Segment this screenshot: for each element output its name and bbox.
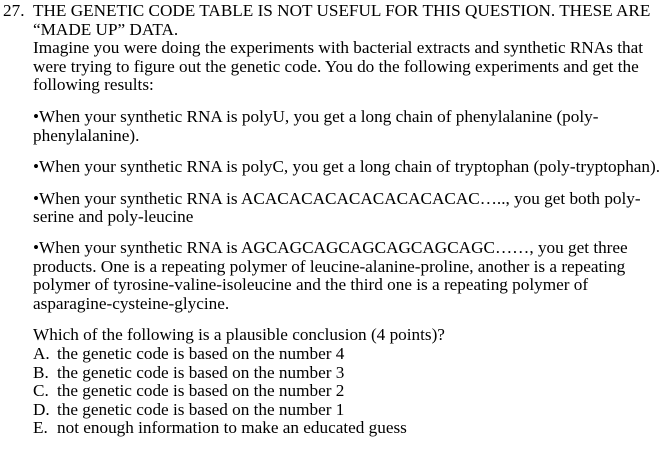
option-text: not enough information to make an educated guess [57, 418, 407, 438]
option-letter: C. [33, 381, 49, 401]
answer-option-a[interactable] [33, 345, 665, 364]
option-letter: B. [33, 362, 49, 382]
answer-option-d[interactable] [33, 401, 665, 420]
option-letter: A. [33, 343, 50, 363]
answer-option-b[interactable] [33, 364, 665, 383]
option-text: the genetic code is based on the number 1 [57, 399, 345, 419]
question-content [33, 2, 665, 438]
question-intro: Imagine you were doing the experiments with bacterial extracts and synthetic RNAs that were trying to figure out the genetic code. You do the following experiments and get the following results: [33, 38, 643, 95]
option-text: the genetic code is based on the number 4 [57, 343, 345, 363]
question-document [3, 2, 665, 438]
option-text: the genetic code is based on the number 2 [57, 381, 345, 401]
result-bullet-polyu: •When your synthetic RNA is polyU, you get a long chain of phenylalanine (poly-phenylalanine). [33, 106, 599, 145]
answer-option-c[interactable] [33, 382, 665, 401]
result-bullet-polyc: •When your synthetic RNA is polyC, you get a long chain of tryptophan (poly-tryptophan). [33, 157, 661, 177]
answer-option-e[interactable] [33, 419, 665, 438]
result-bullet-agc-repeat: •When your synthetic RNA is AGCAGCAGCAGCAGCAGCAGC……, you get three products. One is a repeating polymer of leucine-alanine-proline, another is a repeating polymer of tyrosine-valine-isoleucine and the third one is a repeating polymer of asparagine-cysteine-glycine. [33, 237, 628, 313]
option-letter: E. [33, 418, 48, 438]
result-bullet-ac-repeat: •When your synthetic RNA is ACACACACACACACACACAC….., you get both poly-serine and poly-leucine [33, 188, 641, 227]
question-heading: THE GENETIC CODE TABLE IS NOT USEFUL FOR THIS QUESTION. THESE ARE “MADE UP” DATA. [33, 1, 651, 39]
option-letter: D. [33, 399, 50, 419]
question-prompt: Which of the following is a plausible conclusion (4 points)? [33, 325, 445, 345]
question-number: 27. [3, 1, 25, 20]
answer-options [33, 345, 665, 438]
option-text: the genetic code is based on the number 3 [57, 362, 345, 382]
question-block [3, 2, 665, 438]
